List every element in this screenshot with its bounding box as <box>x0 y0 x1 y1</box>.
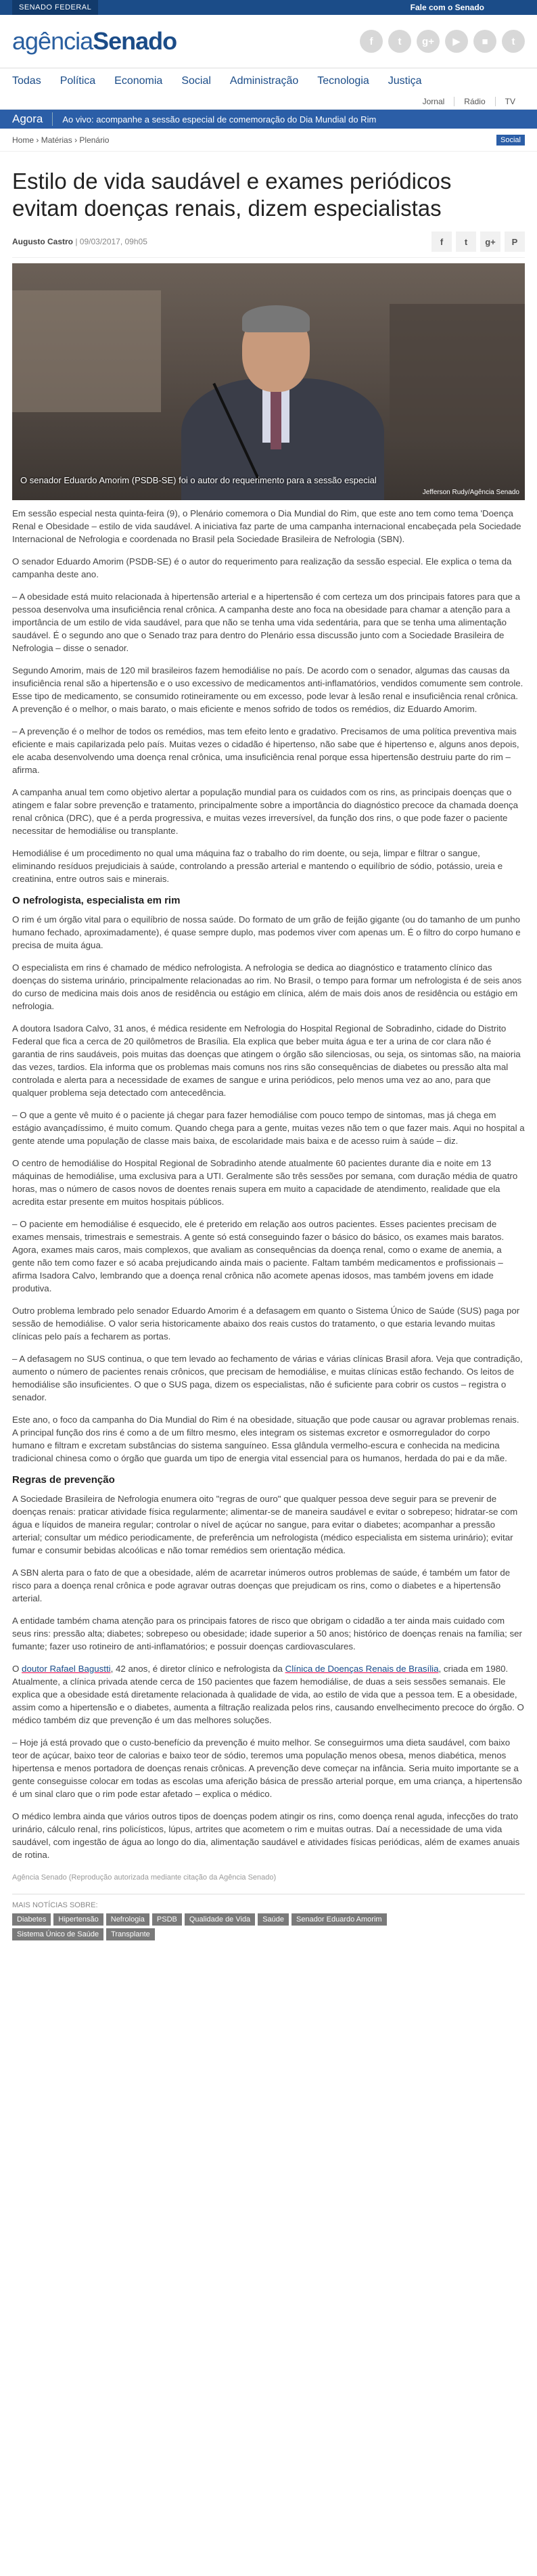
article <box>0 168 537 1940</box>
article-paragraph: – A defasagem no SUS continua, o que tem levado ao fechamento de várias e várias clínicas Brasil afora. Veja que contradição, aumento o número de pacientes renais crônicos, que precisam de hemodiálise, e muitas clínicas estão fechando. Os leitos de hemodiálise são insuficientes. O que o SUS paga, dizem os especialistas, não é suficiente para cobrir os custos – registra o senador. <box>12 1354 523 1402</box>
breadcrumb-plenario[interactable]: Plenário <box>79 135 110 145</box>
rafael-bagustti-link[interactable]: doutor Rafael Bagustti <box>22 1664 111 1674</box>
nav-radio[interactable]: Rádio <box>454 97 494 106</box>
tag-item[interactable]: Nefrologia <box>106 1913 149 1926</box>
senado-federal-link[interactable]: SENADO FEDERAL <box>12 0 98 15</box>
nav-jornal[interactable]: Jornal <box>422 96 445 106</box>
article-paragraph: O médico lembra ainda que vários outros tipos de doenças podem atingir os rins, como doença renal aguda, infecções do trato urinário, cálculo renal, rins policísticos, lúpus, artrites que acometem o rim e muitas outras. Daí a necessidade de uma vida saudável, com ingestão de água ao longo do dia, alimentação saudável e atividades físicas periódicas, além de exames anuais de rotina. <box>12 1811 520 1860</box>
article-paragraph: A campanha anual tem como objetivo alertar a população mundial para os cuidados com os rins, as principais doenças que o atingem e falar sobre prevenção e tratamento, principalmente sobre a importância do diagnóstico precoce da chamada doença renal crônica (DRC), que é a perda progressiva, e muitas vezes irreversível, da função dos rins, o que pode fazer o paciente necessitar de hemodiálise ou transplante. <box>12 787 519 836</box>
nav-todas[interactable]: Todas <box>12 74 41 87</box>
tag-item[interactable]: Sistema Único de Saúde <box>12 1928 103 1940</box>
tag-item[interactable]: Saúde <box>258 1913 289 1926</box>
section-heading: Regras de prevenção <box>12 1474 115 1486</box>
tumblr-icon[interactable]: t <box>502 30 525 53</box>
reproduction-note: Agência Senado (Reprodução autorizada mediante citação da Agência Senado) <box>12 1873 277 1882</box>
article-paragraph: Outro problema lembrado pelo senador Eduardo Amorim é a defasagem em quanto o Sistema Único de Saúde (SUS) paga por sessão de hemodiálise. O valor seria historicamente abaixo dos reais custos do tratamento, o que estaria levando muitas clínicas pelo país a fecharem as portas. <box>12 1306 520 1341</box>
photo-tie <box>271 388 281 449</box>
live-banner <box>0 110 537 129</box>
related-tags <box>12 1894 525 1940</box>
breadcrumb-home[interactable]: Home <box>12 135 34 145</box>
breadcrumb-separator: › <box>74 135 78 145</box>
text-fragment: , 42 anos, é diretor clínico e nefrologista da <box>110 1664 285 1674</box>
article-meta <box>12 231 525 258</box>
social-icons <box>360 30 525 53</box>
article-paragraph: – A prevenção é o melhor de todos os remédios, mas tem efeito lento e gradativo. Precisamos de uma política preventiva mais eficiente e mais capilarizada pelo país. Muitas vezes o cidadão é hipertenso, não sabe que é hipertenso e, alguns anos depois, ele acaba desenvolvendo uma doença renal crônica, uma insuficiência renal porque essa hipertensão destruiu parte do rim – afirma. <box>12 726 519 775</box>
tag-item[interactable]: Qualidade de Vida <box>185 1913 255 1926</box>
article-paragraph: A doutora Isadora Calvo, 31 anos, é médica residente em Nefrologia do Hospital Regional de Sobradinho, cidade do Distrito Federal que fica a cerca de 20 quilômetros de Brasília. Ela explica que beber muita água e ter a urina de cor clara não é garantia de rins saudáveis, pois muitas das doenças que atingem o órgão são silenciosas, ou seja, os sintomas são, na maioria das vezes, tardios. Ela informa que os problemas mais comuns nos rins são consequências de diabetes ou pressão alta mal controlada e alerta para a necessidade de exames de sangue e urina periódicos, pelo menos uma vez ao ano, para que qualquer problema seja detectado com antecedência. <box>12 1023 521 1098</box>
flickr-icon[interactable]: ■ <box>473 30 496 53</box>
photo-caption: O senador Eduardo Amorim (PSDB-SE) foi o autor do requerimento para a sessão especial <box>20 475 377 485</box>
clinic-link[interactable]: Clínica de Doenças Renais de Brasília <box>285 1664 439 1674</box>
photo-credit: Jefferson Rudy/Agência Senado <box>422 489 519 496</box>
youtube-icon[interactable]: ▶ <box>445 30 468 53</box>
nav-justica[interactable]: Justiça <box>388 74 422 87</box>
article-paragraph: – Hoje já está provado que o custo-benefício da prevenção é muito melhor. Se conseguirmos uma dieta saudável, com baixo teor de açúcar, baixo teor de calorias e baixo teor de sódio, teremos uma população menos obesa, menos diabética, menos hipertensa e menos portadora de doenças renais crônicas. A prevenção deve começar na infância. Seria muito importante se a gente conseguisse colocar em todas as escolas uma aferição básica de pressão arterial porque, em uma criança, a hipertensão é um sinal claro que o rim pode estar afetado – explica o médico. <box>12 1737 522 1799</box>
photo-hair <box>242 305 310 332</box>
section-heading: O nefrologista, especialista em rim <box>12 895 181 906</box>
article-paragraph: A entidade também chama atenção para os principais fatores de risco que obrigam o cidadão a ter ainda mais cuidado com seus rins: pressão alta; diabetes; sobrepeso ou obesidade; idade superior a 50 anos; histórico de doenças renais na família; ser fumante; fazer uso rotineiro de anti-inflamatórios; e possuir doenças cardiovasculares. <box>12 1616 522 1651</box>
article-paragraph: Em sessão especial nesta quinta-feira (9), o Plenário comemora o Dia Mundial do Rim, que este ano tem como tema 'Doença Renal e Obesidade – estilo de vida saudável. A iniciativa faz parte de uma campanha internacional encabeçada pela Sociedade Internacional de Nefrologia e coordenada no Brasil pela Sociedade Brasileira de Nefrologia (SBN). <box>12 508 521 544</box>
breadcrumb-materias[interactable]: Matérias <box>41 135 72 145</box>
twitter-icon[interactable]: t <box>388 30 411 53</box>
share-googleplus-icon[interactable]: g+ <box>480 231 500 252</box>
tag-item[interactable]: Hipertensão <box>53 1913 103 1926</box>
nav-economia[interactable]: Economia <box>114 74 163 87</box>
photo-background <box>12 290 161 412</box>
article-paragraph: Segundo Amorim, mais de 120 mil brasileiros fazem hemodiálise no país. De acordo com o senador, algumas das causas da insuficiência renal são a hipertensão e o uso excessivo de medicamentos anti-inflamatórios, vendidos comumente sem controle. Esse tipo de medicamento, se consumido rotineiramente ou em excesso, pode levar à lesão renal e insuficiência renal crônica. A prevenção é o melhor, o mais barato, o mais eficiente e menos sofrido de todos os remédios, diz Eduardo Amorim. <box>12 665 523 714</box>
article-paragraph: – O que a gente vê muito é o paciente já chegar para fazer hemodiálise com pouco tempo de sintomas, mas já chega em estágio avançadíssimo, é muito comum. Quando chega para a gente, muitas vezes não tem o que fazer mais. Aqui no hospital a gente atende uma população de classe mais baixa, de escolaridade mais baixa e de acesso ruim à saúde – diz. <box>12 1110 525 1146</box>
nav-politica[interactable]: Política <box>60 74 96 87</box>
breadcrumb <box>0 129 537 152</box>
article-paragraph: O senador Eduardo Amorim (PSDB-SE) é o autor do requerimento para realização da sessão especial. Ele explica o tema da campanha deste ano. <box>12 556 512 579</box>
facebook-icon[interactable]: f <box>360 30 383 53</box>
article-paragraph: A Sociedade Brasileira de Nefrologia enumera oito "regras de ouro" que qualquer pessoa deve seguir para se prevenir de doenças renais: praticar atividade física regularmente; alimentar-se de maneira saudável e evitar o sobrepeso; hidratar-se com água e líquidos de maneira regular; controlar o nível de açúcar no sangue, para evitar o diabetes; acompanhar a pressão arterial; consultar um médico periodicamente, de preferência um nefrologista (médico especialista em sistema urinário); evitar fumar e consumir bebidas alcoólicas e não tomar remédios sem orientação médica. <box>12 1494 518 1555</box>
tag-item[interactable]: Transplante <box>106 1928 155 1940</box>
article-paragraph: – O paciente em hemodiálise é esquecido, ele é preterido em relação aos outros pacientes. Esses pacientes precisam de exames mensais, trimestrais e semestrais. A gente só está conseguindo fazer o básico do básico, os exames mais baratos. Agora, exames mais caros, mais complexos, que avaliam as consequências da doença renal, como o exame de anemia, a gente não tem como fazer e só acaba prejudicando ainda mais o paciente. Faltam também medicamentos e profissionais – afirma Isadora Calvo, lembrando que a doença renal crônica não acomete apenas idosos, mas também jovens em idade produtiva. <box>12 1219 505 1293</box>
article-paragraph <box>12 1662 525 1727</box>
media-nav <box>0 93 537 110</box>
article-paragraph: O rim é um órgão vital para o equilíbrio de nossa saúde. Do formato de um grão de feijão gigante (ou do tamanho de um punho humano fechado, aproximadamente), é quase sempre duplo, mas podemos viver com apenas um. É o filtro do corpo humano e precisa de muita água. <box>12 914 521 950</box>
header <box>0 15 537 68</box>
photo-background <box>390 304 525 439</box>
text-fragment: O <box>12 1664 22 1674</box>
share-facebook-icon[interactable]: f <box>431 231 452 252</box>
logo[interactable] <box>12 27 177 55</box>
share-pinterest-icon[interactable]: P <box>505 231 525 252</box>
top-bar <box>0 0 537 15</box>
nav-tv[interactable]: TV <box>495 97 525 106</box>
nav-tecnologia[interactable]: Tecnologia <box>317 74 369 87</box>
share-twitter-icon[interactable]: t <box>456 231 476 252</box>
tag-item[interactable]: Senador Eduardo Amorim <box>291 1913 387 1926</box>
tags-heading: MAIS NOTÍCIAS SOBRE: <box>12 1901 98 1909</box>
article-body <box>12 500 525 1861</box>
section-badge[interactable]: Social <box>496 135 525 146</box>
article-photo <box>12 263 525 500</box>
text-fragment: , criada em 1980. Atualmente, a clínica privada atende cerca de 150 pacientes que fazem hemodiálise, de duas a seis sessões semanais. Ele explica que a obesidade está diretamente relacionada à qualidade de vida, ao estilo de vida que a pessoa tem. E a obesidade, assim como a hipertensão e o diabetes, aumenta a filtração realizada pelos rins, causando envelhecimento precoce do órgão. O médico também diz que prevenção é um das melhores soluções. <box>12 1664 524 1725</box>
live-banner-link[interactable]: Ao vivo: acompanhe a sessão especial de comemoração do Dia Mundial do Rim <box>62 114 377 125</box>
article-paragraph: Este ano, o foco da campanha do Dia Mundial do Rim é na obesidade, situação que pode causar ou agravar problemas renais. A principal função dos rins é como a de um filtro mesmo, eles integram os sistemas excretor e osmorregulador do corpo humano e filtram e excretam substâncias do sistema sanguíneo. Essa glândula vermelho-escura e conhecida na medicina tradicional chinesa como o órgão que guarda um tipo de energia vital essencial para os humanos, herdada do pai e da mãe. <box>12 1415 519 1463</box>
article-paragraph: Hemodiálise é um procedimento no qual uma máquina faz o trabalho do rim doente, ou seja, limpar e filtrar o sangue, eliminando resíduos prejudiciais à saúde, controlando a pressão arterial e mantendo o equilíbrio de sódio, potássio, ureia e creatinina, entre outros sais e minerais. <box>12 848 503 884</box>
tag-item[interactable]: PSDB <box>152 1913 182 1926</box>
breadcrumb-separator: › <box>36 135 39 145</box>
article-paragraph: O centro de hemodiálise do Hospital Regional de Sobradinho atende atualmente 60 pacientes durante dia e noite em 13 máquinas de hemodiálise, uma exclusiva para a UTI. Geralmente são três sessões por semana, com duração média de quatro horas, mas o número de casos novos de doentes renais supera em muito a capacidade de atendimento, realidade que ela acredita estar presente em muitos hospitais públicos. <box>12 1158 518 1207</box>
logo-part1: agência <box>12 27 93 55</box>
tag-list <box>12 1913 391 1940</box>
nav-social[interactable]: Social <box>181 74 211 87</box>
article-paragraph: O especialista em rins é chamado de médico nefrologista. A nefrologia se dedica ao diagnóstico e tratamento clínico das doenças do sistema urinário, principalmente relacionadas ao rim. No Brasil, o tempo para formar um nefrologista é de seis anos do curso de medicina mais dois anos de residência ou estágio em clínica, além de mais dois anos de residência ou estágio em nefrologia. <box>12 962 522 1011</box>
tag-item[interactable]: Diabetes <box>12 1913 51 1926</box>
article-title: Estilo de vida saudável e exames periódicos evitam doenças renais, dizem especialistas <box>12 169 452 221</box>
main-nav <box>0 68 537 93</box>
contact-link[interactable]: Fale com o Senado <box>410 3 484 12</box>
logo-part2: Senado <box>93 27 177 55</box>
share-bar <box>431 231 525 252</box>
nav-administracao[interactable]: Administração <box>229 74 299 87</box>
article-paragraph: A SBN alerta para o fato de que a obesidade, além de acarretar inúmeros outros problemas de saúde, é também um fator de risco para a doença renal crônica e pode agravar outras doenças que prejudicam os rins, como o diabetes e a hipertensão arterial. <box>12 1568 511 1603</box>
article-date: | 09/03/2017, 09h05 <box>73 237 147 246</box>
agora-tag: Agora <box>12 112 53 126</box>
article-author: Augusto Castro <box>12 237 73 246</box>
googleplus-icon[interactable]: g+ <box>417 30 440 53</box>
article-paragraph: – A obesidade está muito relacionada à hipertensão arterial e a hipertensão é com certeza um dos principais fatores para que a pessoa desenvolva uma insuficiência renal crônica. A campanha deste ano foca na obesidade para chamar a atenção para a importância de um estilo de vida saudável, para que não se tenha uma vida sedentária, para que se tenha uma alimentação saudável. É o segundo ano que o Senado traz para dentro do Plenário essa discussão junto com a Sociedade Brasileira de Nefrologia – disse o senador. <box>12 592 520 653</box>
